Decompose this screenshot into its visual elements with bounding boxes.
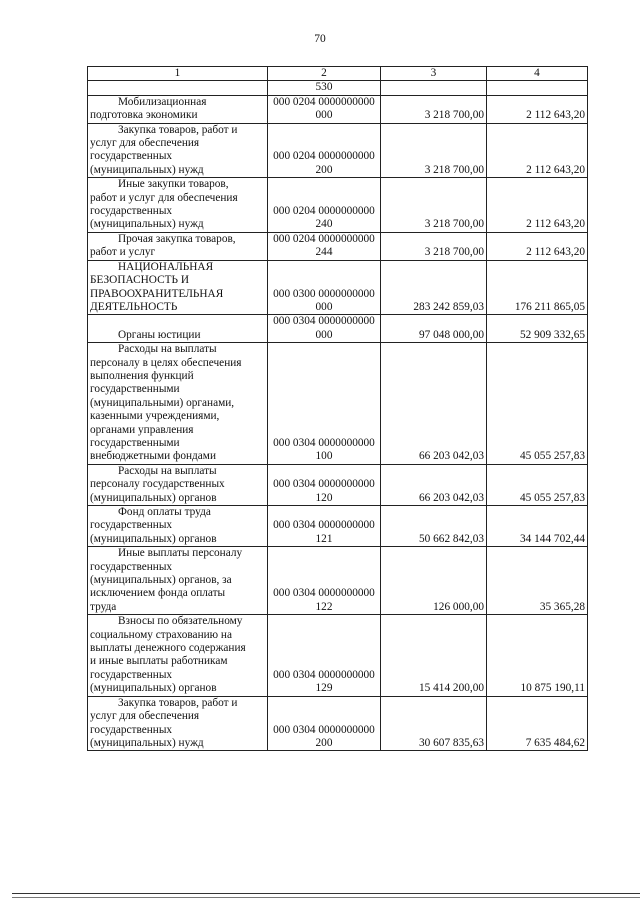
value-column-4-cell: 45 055 257,83 [487, 343, 588, 465]
budget-code-cell [268, 232, 381, 260]
item-name-line: Закупка товаров, работ и [118, 123, 238, 136]
item-name-cell [88, 123, 268, 178]
item-name-line: внебюджетными фондами [90, 450, 216, 463]
budget-code-cell [268, 547, 381, 615]
item-name-line: государственными [90, 436, 180, 449]
budget-code-cell [268, 343, 381, 465]
item-name-line: НАЦИОНАЛЬНАЯ [118, 260, 214, 273]
item-name-line: Закупка товаров, работ и [118, 696, 238, 709]
item-name-line: ПРАВООХРАНИТЕЛЬНАЯ [90, 287, 224, 300]
item-name-line: БЕЗОПАСНОСТЬ И [90, 274, 189, 287]
budget-code-line: 000 [315, 109, 333, 122]
item-name-line: государственных [90, 205, 173, 218]
budget-code-line: 000 0204 0000000000 [273, 232, 375, 245]
value-column-3-cell: 3 218 700,00 [381, 178, 487, 233]
item-name-cell [88, 232, 268, 260]
budget-code-line: 000 0304 0000000000 [273, 315, 375, 328]
item-name-line: органами управления [90, 423, 194, 436]
budget-code-line: 000 0304 0000000000 [273, 478, 375, 491]
item-name-line: Иные выплаты персоналу [118, 547, 243, 560]
budget-code-line: 240 [315, 218, 333, 231]
value-column-3-cell: 66 203 042,03 [381, 343, 487, 465]
table-row [88, 547, 588, 615]
budget-code-cell [268, 260, 381, 315]
item-name-line: (муниципальных) нужд [90, 736, 204, 749]
item-name-line: исключением фонда оплаты [90, 587, 226, 600]
item-name-line: (муниципальных) органов, за [90, 574, 232, 587]
value-column-4-cell: 2 112 643,20 [487, 178, 588, 233]
budget-code-line: 000 0304 0000000000 [273, 519, 375, 532]
budget-code-cell [268, 464, 381, 505]
item-name-line: (муниципальных) органов [90, 532, 217, 545]
budget-code-line: 000 0204 0000000000 [273, 150, 375, 163]
item-name-line: персоналу в целях обеспечения [90, 356, 242, 369]
item-name-cell [88, 178, 268, 233]
item-name-line: Взносы по обязательному [118, 615, 243, 628]
item-name-line: Органы юстиции [118, 328, 201, 341]
value-column-4-cell: 34 144 702,44 [487, 506, 588, 547]
continuation-name-cell [88, 81, 268, 95]
table-row [88, 696, 588, 751]
value-column-3-cell: 3 218 700,00 [381, 123, 487, 178]
budget-code-line: 129 [315, 682, 333, 695]
value-column-3-cell: 66 203 042,03 [381, 464, 487, 505]
item-name-line: государственных [90, 723, 173, 736]
value-column-4-cell: 2 112 643,20 [487, 95, 588, 123]
value-column-3-cell: 126 000,00 [381, 547, 487, 615]
item-name-cell [88, 506, 268, 547]
item-name-line: работ и услуг для обеспечения [90, 191, 238, 204]
table-row [88, 232, 588, 260]
item-name-line: Иные закупки товаров, [118, 178, 229, 191]
budget-code-cell [268, 315, 381, 343]
continuation-code-cell: 530 [268, 81, 381, 95]
value-column-4-cell: 7 635 484,62 [487, 696, 588, 751]
item-name-line: (муниципальных) нужд [90, 163, 204, 176]
item-name-line: (муниципальных) органов [90, 682, 217, 695]
budget-code-line: 122 [315, 600, 333, 613]
item-name-line: Фонд оплаты труда [118, 506, 211, 518]
item-name-line: персоналу государственных [90, 478, 225, 491]
item-name-line: Прочая закупка товаров, [118, 232, 236, 245]
item-name-line: выплаты денежного содержания [90, 642, 246, 655]
item-name-line: труда [90, 600, 117, 613]
item-name-cell [88, 464, 268, 505]
item-name-cell [88, 615, 268, 696]
item-name-line: казенными учреждениями, [90, 410, 220, 423]
value-column-3-cell: 50 662 842,03 [381, 506, 487, 547]
item-name-cell [88, 547, 268, 615]
value-column-3-cell: 30 607 835,63 [381, 696, 487, 751]
budget-code-line: 000 0304 0000000000 [273, 723, 375, 736]
table-row [88, 260, 588, 315]
column-header-4: 4 [487, 67, 588, 81]
budget-code-cell [268, 615, 381, 696]
budget-code-cell [268, 506, 381, 547]
table-row [88, 315, 588, 343]
budget-code-line: 000 0304 0000000000 [273, 436, 375, 449]
budget-code-line: 000 0204 0000000000 [273, 205, 375, 218]
column-header-2: 2 [268, 67, 381, 81]
value-column-3-cell: 3 218 700,00 [381, 232, 487, 260]
budget-code-line: 000 [315, 328, 333, 341]
item-name-line: государственных [90, 150, 173, 163]
item-name-line: государственными [90, 383, 180, 396]
table-row [88, 464, 588, 505]
value-column-4-cell: 35 365,28 [487, 547, 588, 615]
item-name-cell [88, 696, 268, 751]
budget-code-cell [268, 178, 381, 233]
item-name-line: государственных [90, 519, 173, 532]
item-name-line: государственных [90, 668, 173, 681]
item-name-line: Расходы на выплаты [118, 464, 217, 477]
item-name-cell [88, 315, 268, 343]
column-header-3: 3 [381, 67, 487, 81]
table-row [88, 615, 588, 696]
budget-code-line: 000 0304 0000000000 [273, 668, 375, 681]
budget-code-line: 100 [315, 450, 333, 463]
table-row [88, 343, 588, 465]
table-header-row [88, 67, 588, 81]
budget-code-line: 120 [315, 491, 333, 504]
table-row [88, 95, 588, 123]
page-bottom-rule-thin [12, 897, 640, 898]
item-name-line: ДЕЯТЕЛЬНОСТЬ [90, 300, 178, 313]
item-name-line: работ и услуг [90, 246, 156, 259]
continuation-value-3-cell [381, 81, 487, 95]
budget-code-cell [268, 123, 381, 178]
item-name-line: услуг для обеспечения [90, 137, 200, 150]
item-name-line: (муниципальных) нужд [90, 218, 204, 231]
table-row [88, 178, 588, 233]
item-name-line: (муниципальными) органами, [90, 396, 235, 409]
budget-table-body [88, 67, 588, 751]
budget-code-line: 121 [315, 532, 333, 545]
value-column-3-cell: 15 414 200,00 [381, 615, 487, 696]
item-name-line: услуг для обеспечения [90, 710, 200, 723]
item-name-line: (муниципальных) органов [90, 491, 217, 504]
budget-code-line: 200 [315, 736, 333, 749]
column-header-1: 1 [88, 67, 268, 81]
budget-code-line: 000 0304 0000000000 [273, 587, 375, 600]
continuation-row [88, 81, 588, 95]
item-name-line: Расходы на выплаты [118, 343, 217, 356]
budget-code-line: 000 0204 0000000000 [273, 95, 375, 108]
item-name-cell [88, 95, 268, 123]
page-number: 70 [314, 33, 326, 45]
page-bottom-rule [12, 893, 640, 894]
value-column-4-cell: 52 909 332,65 [487, 315, 588, 343]
item-name-line: выполнения функций [90, 369, 194, 382]
item-name-line: и иные выплаты работникам [90, 655, 228, 668]
item-name-cell [88, 260, 268, 315]
item-name-cell [88, 343, 268, 465]
budget-code-line: 200 [315, 163, 333, 176]
item-name-line: подготовка экономики [90, 109, 198, 122]
item-name-line: социальному страхованию на [90, 628, 232, 641]
value-column-4-cell: 2 112 643,20 [487, 232, 588, 260]
value-column-4-cell: 10 875 190,11 [487, 615, 588, 696]
value-column-4-cell: 2 112 643,20 [487, 123, 588, 178]
budget-code-cell [268, 696, 381, 751]
value-column-4-cell: 176 211 865,05 [487, 260, 588, 315]
value-column-3-cell: 3 218 700,00 [381, 95, 487, 123]
value-column-3-cell: 97 048 000,00 [381, 315, 487, 343]
budget-table [87, 66, 588, 751]
item-name-line: государственных [90, 560, 173, 573]
item-name-line: Мобилизационная [118, 95, 207, 108]
table-row [88, 123, 588, 178]
value-column-3-cell: 283 242 859,03 [381, 260, 487, 315]
value-column-4-cell: 45 055 257,83 [487, 464, 588, 505]
budget-code-line: 244 [315, 246, 333, 259]
budget-code-line: 000 [315, 300, 333, 313]
continuation-value-4-cell [487, 81, 588, 95]
budget-code-line: 000 0300 0000000000 [273, 287, 375, 300]
table-row [88, 506, 588, 547]
budget-code-cell [268, 95, 381, 123]
